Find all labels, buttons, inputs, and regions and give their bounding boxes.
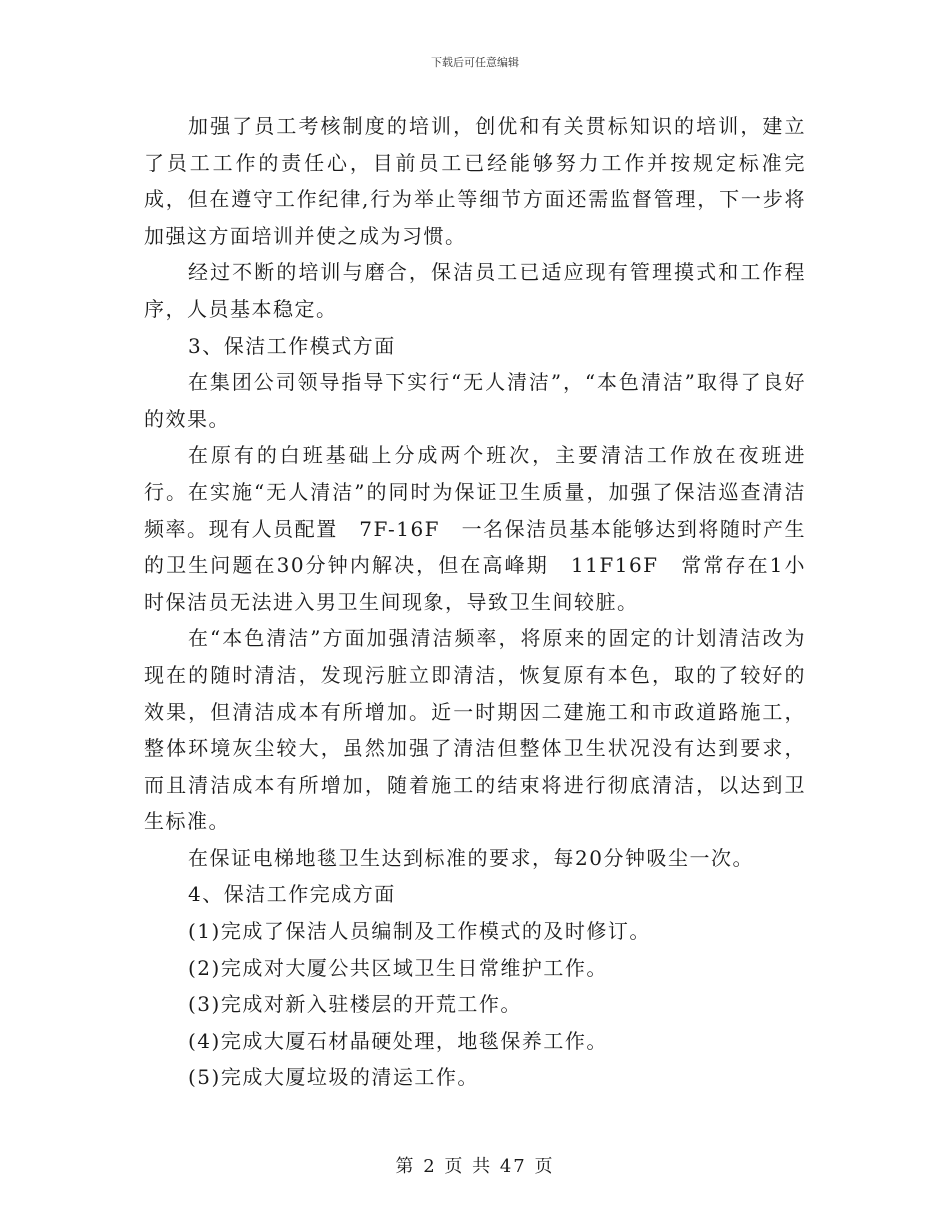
list-item-2: (2)完成对大厦公共区域卫生日常维护工作。 [188, 955, 608, 980]
list-item-3: (3)完成对新入驻楼层的开荒工作。 [188, 992, 522, 1017]
section-heading-cleaning-mode: 3、保洁工作模式方面 [188, 333, 396, 358]
list-item-1: (1)完成了保洁人员编制及工作模式的及时修订。 [188, 919, 651, 944]
paragraph-training: 加强了员工考核制度的培训，创优和有关贯标知识的培训，建立了员工工作的责任心，目前员工已经能够努力工作并按规定标准完成，但在遵守工作纪律,行为举止等细节方面还需监督管理，下一步将加强这方面培训并使之成为习惯。 [144, 114, 806, 248]
paragraph-shifts: 在原有的白班基础上分成两个班次，主要清洁工作放在夜班进行。在实施“无人清洁”的同时为保证卫生质量，加强了保洁巡查清洁频率。现有人员配置 7F-16F 一名保洁员基本能够达到将随时产生的卫生问题在30分钟内解决，但在高峰期 11F16F 常常存在1小时保洁员无法进入男卫生间现象，导致卫生间较脏。 [144, 443, 806, 614]
list-item-5: (5)完成大厦垃圾的清运工作。 [188, 1065, 479, 1090]
paragraph-unmanned-cleaning: 在集团公司领导指导下实行“无人清洁”，“本色清洁”取得了良好的效果。 [144, 370, 806, 431]
header-note: 下载后可任意编辑 [431, 56, 519, 69]
paragraph-original-color-cleaning: 在“本色清洁”方面加强清洁频率，将原来的固定的计划清洁改为现在的随时清洁，发现污脏立即清洁，恢复原有本色，取的了较好的效果，但清洁成本有所增加。近一时期因二建施工和市政道路施工，整体环境灰尘较大，虽然加强了清洁但整体卫生状况没有达到要求，而且清洁成本有所增加，随着施工的结束将进行彻底清洁，以达到卫生标准。 [144, 626, 806, 834]
page-number: 第 2 页 共 47 页 [395, 1156, 555, 1177]
list-item-4: (4)完成大厦石材晶硬处理，地毯保养工作。 [188, 1028, 608, 1053]
section-heading-completion: 4、保洁工作完成方面 [188, 882, 396, 907]
document-body [144, 108, 806, 1096]
paragraph-adaptation: 经过不断的培训与磨合，保洁员工已适应现有管理摸式和工作程序，人员基本稳定。 [144, 260, 806, 321]
paragraph-elevator-carpet: 在保证电梯地毯卫生达到标准的要求，每20分钟吸尘一次。 [188, 845, 754, 870]
